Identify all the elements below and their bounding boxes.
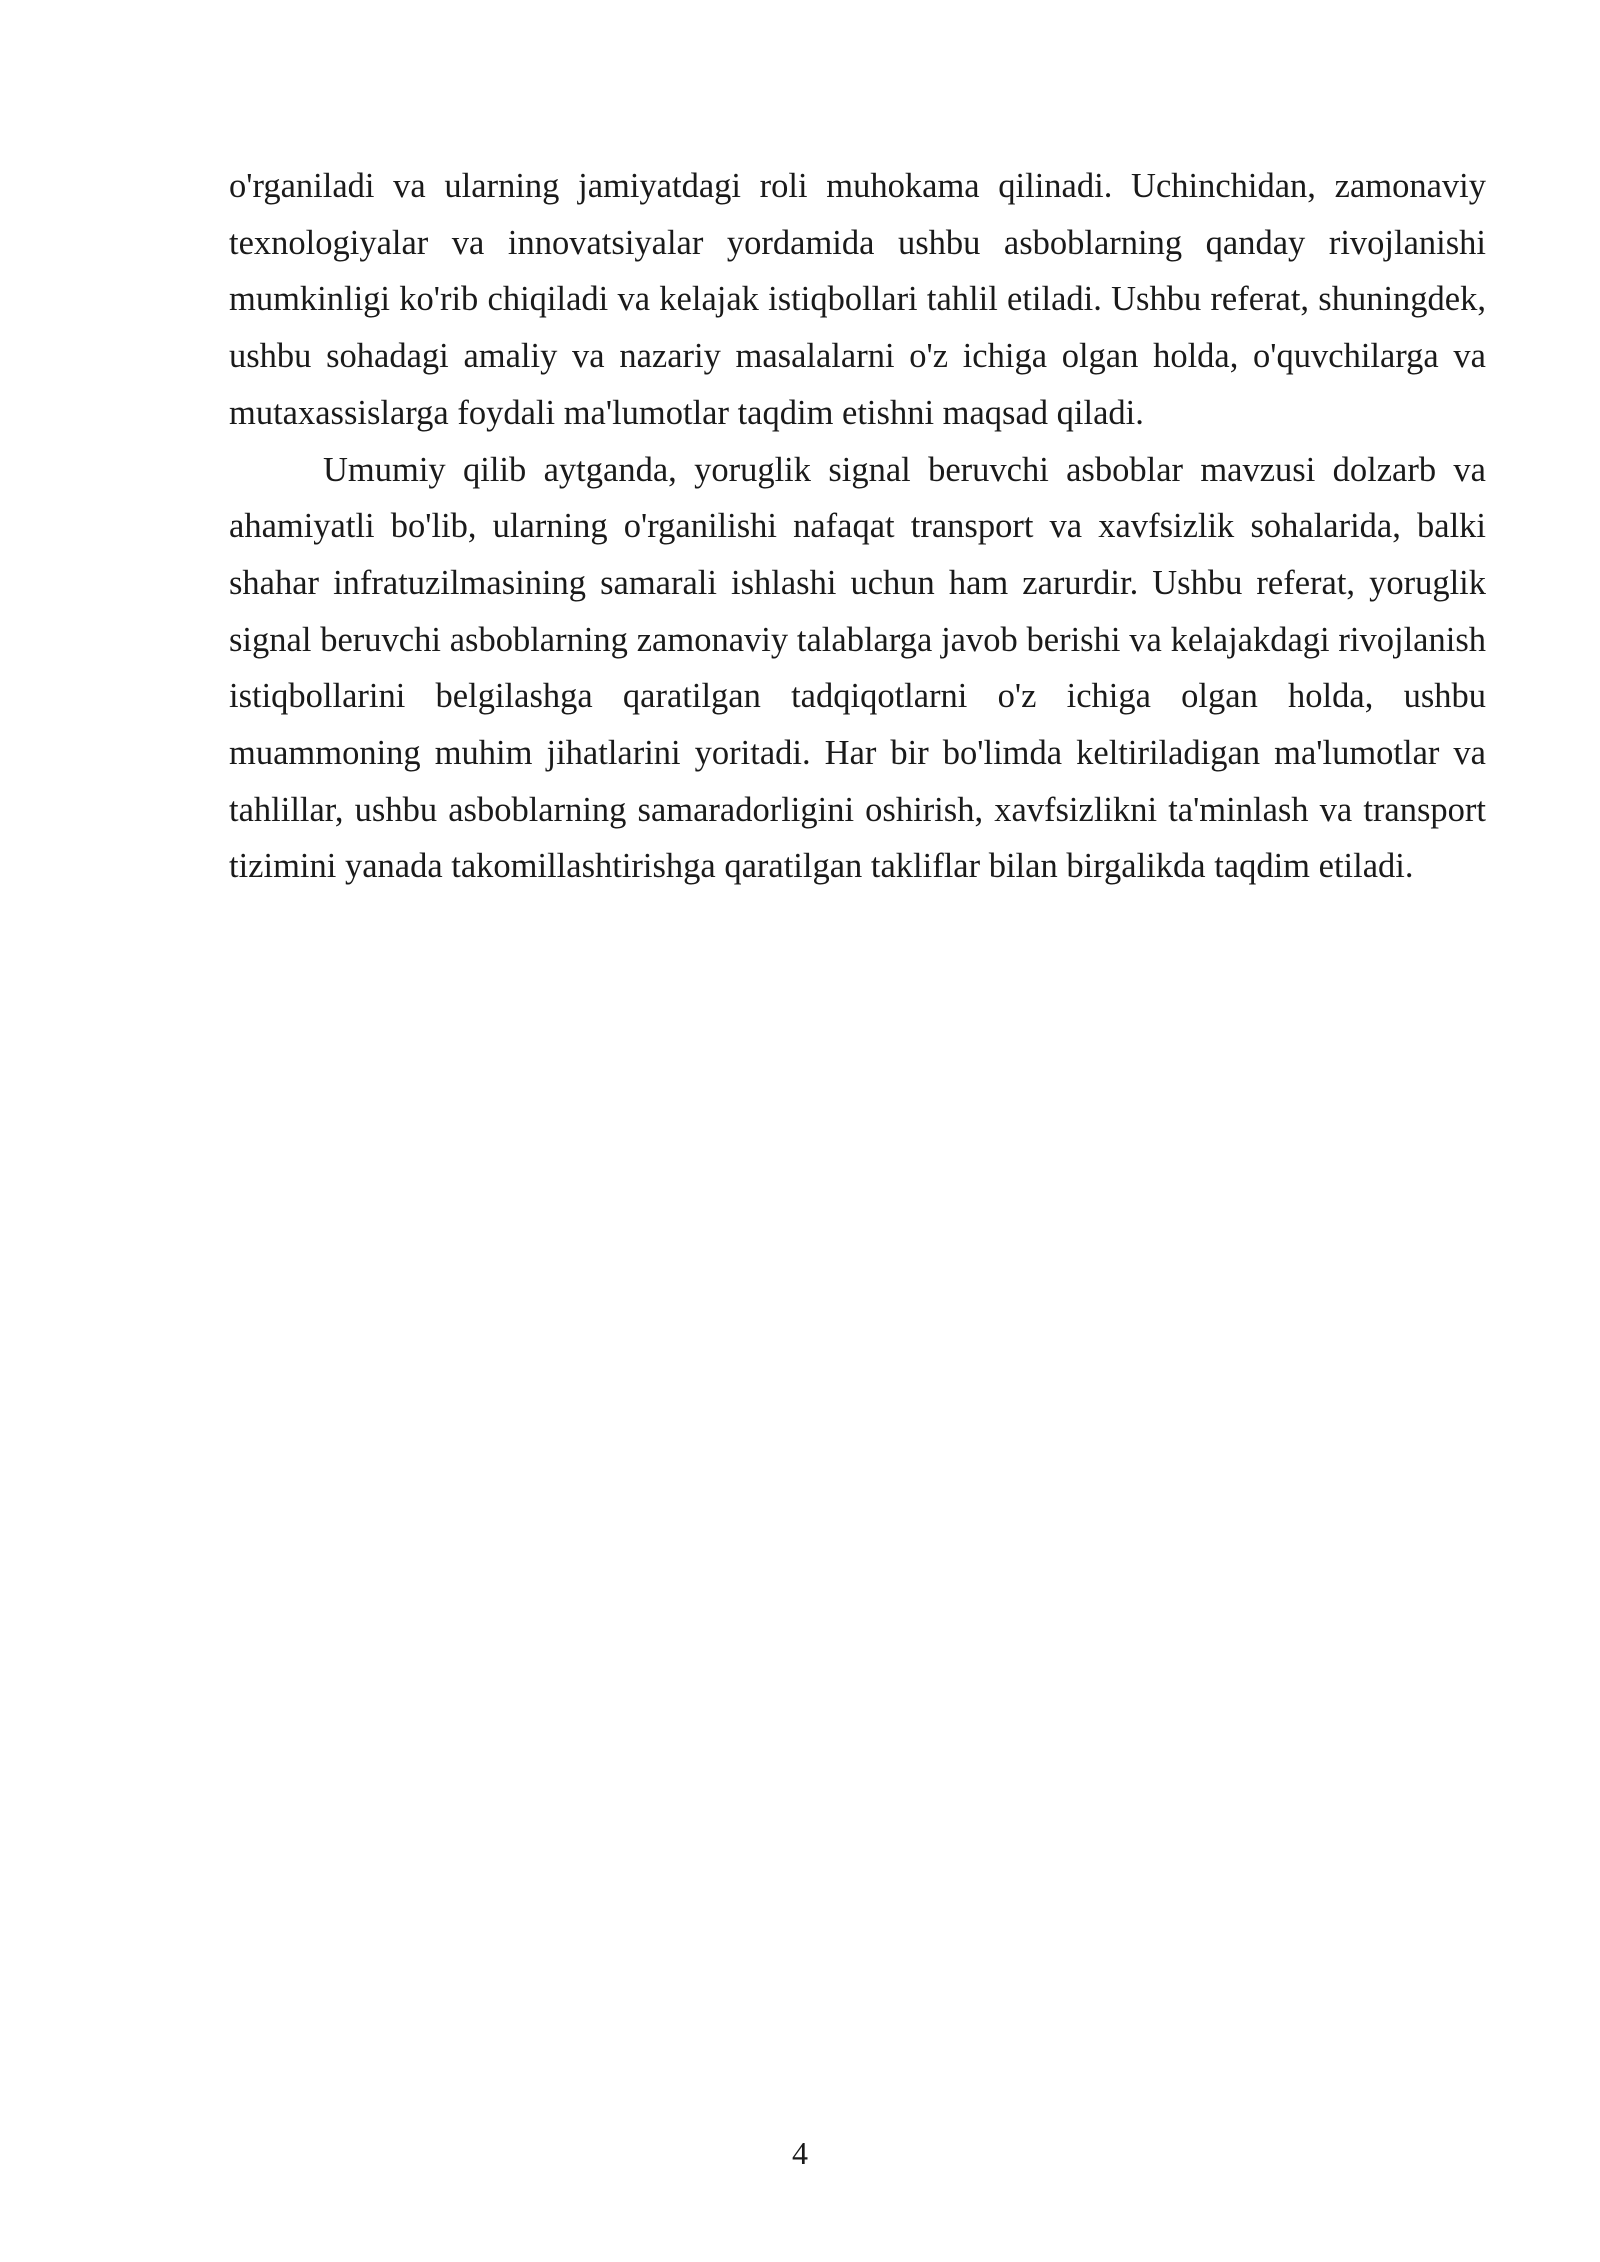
paragraph-continuation: o'rganiladi va ularning jamiyatdagi roli muhokama qilinadi. Uchinchidan, zamonaviy texnologiyalar va innovatsiyalar yordamida ushbu asboblarning qanday rivojlanishi mumkinligi ko'rib chiqiladi va kelajak istiqbollari tahlil etiladi. Ushbu referat, shuningdek, ushbu sohadagi amaliy va nazariy masalalarni o'z ichiga olgan holda, o'quvchilarga va mutaxassislarga foydali ma'lumotlar taqdim etishni maqsad qiladi. xyxy=(229,167,1486,432)
body-text xyxy=(229,158,1486,895)
page-number: 4 xyxy=(792,2135,808,2171)
paragraph-summary: Umumiy qilib aytganda, yoruglik signal beruvchi asboblar mavzusi dolzarb va ahamiyatli bo'lib, ularning o'rganilishi nafaqat transport va xavfsizlik sohalarida, balki shahar infratuzilmasining samarali ishlashi uchun ham zarurdir. Ushbu referat, yoruglik signal beruvchi asboblarning zamonaviy talablarga javob berishi va kelajakdagi rivojlanish istiqbollarini belgilashga qaratilgan tadqiqotlarni o'z ichiga olgan holda, ushbu muammoning muhim jihatlarini yoritadi. Har bir bo'limda keltiriladigan ma'lumotlar va tahlillar, ushbu asboblarning samaradorligini oshirish, xavfsizlikni ta'minlash va transport tizimini yanada takomillashtirishga qaratilgan takliflar bilan birgalikda taqdim etiladi. xyxy=(229,450,1486,886)
